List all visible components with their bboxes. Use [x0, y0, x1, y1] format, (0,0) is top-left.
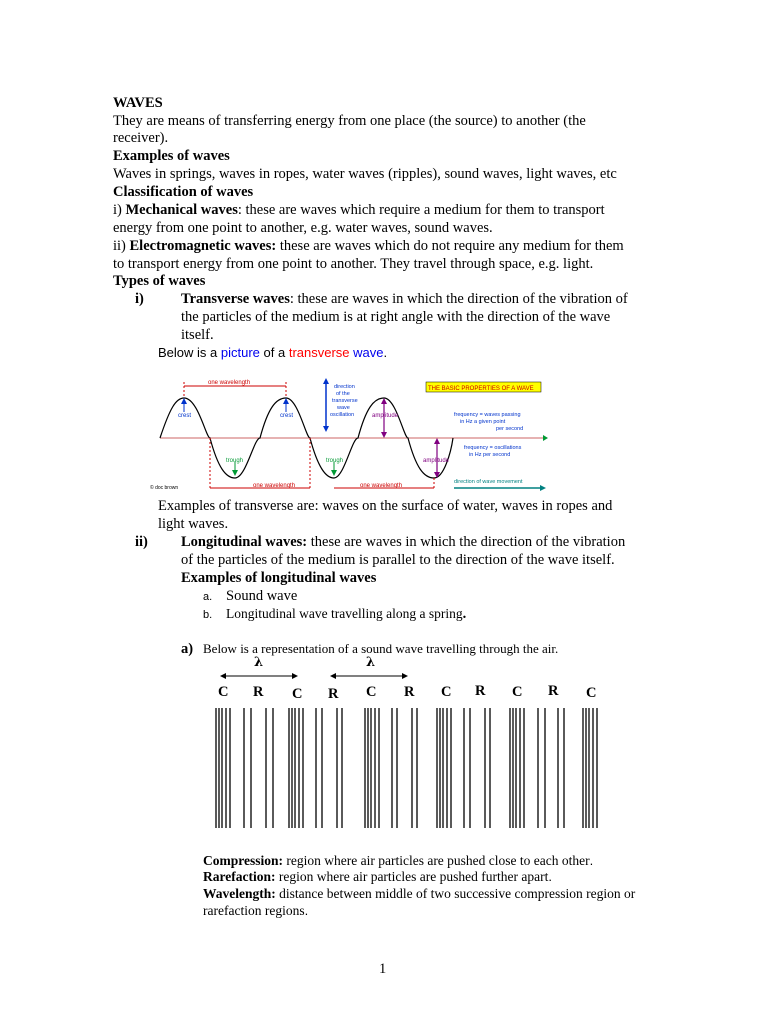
compression-label: C — [366, 684, 377, 700]
classification-heading: Classification of waves — [113, 184, 254, 200]
transverse-caption — [158, 344, 387, 362]
frequency-waves-label — [454, 412, 523, 432]
crest-label-2: crest — [280, 413, 294, 419]
list-marker: b. — [203, 609, 213, 621]
longitudinal-examples-heading: Examples of longitudinal waves — [181, 570, 377, 586]
one-wavelength-bottom-label-2: one wavelength — [360, 483, 403, 489]
oscillation-arrowhead-up — [323, 378, 329, 384]
definition-text: region where air particles are pushed further apart — [275, 869, 549, 884]
transverse-cont-2: itself. — [181, 327, 214, 343]
sound-end: . — [554, 641, 559, 656]
trough-arrowhead — [331, 470, 337, 476]
types-heading: Types of waves — [113, 273, 206, 289]
amplitude-label-2: amplitude — [423, 458, 450, 464]
list-item-a — [203, 587, 297, 606]
mechanical-prefix: i) — [113, 202, 126, 218]
transverse-line — [181, 290, 628, 308]
caption-link-wave: wave — [353, 345, 384, 360]
compression-label: C — [586, 685, 597, 701]
rarefaction-label: R — [253, 684, 264, 700]
list-text: Sound wave — [226, 588, 298, 604]
list-item-b — [203, 605, 466, 624]
amplitude-label-1: amplitude — [372, 413, 399, 419]
examples-heading: Examples of waves — [113, 148, 230, 164]
trough-arrowhead — [232, 470, 238, 476]
trough-label-2: trough — [326, 458, 344, 464]
amplitude-arrowhead — [434, 438, 440, 444]
intro-line-2: receiver). — [113, 130, 169, 146]
mechanical-text: : these are waves which require a medium for them to transport — [237, 202, 605, 218]
rarefaction-label: R — [404, 684, 415, 700]
list-end: . — [462, 606, 467, 622]
trough-label-1: trough — [226, 458, 244, 464]
caption-part: of a — [259, 345, 289, 360]
electromagnetic-cont: to transport energy from one point to another. They travel through space, e.g. light. — [113, 256, 594, 272]
transverse-text: : these are waves in which the direction of the vibration of — [289, 291, 628, 307]
direction-label-line: of the — [336, 391, 350, 397]
compression-label: C — [512, 684, 523, 700]
lambda-arrowhead — [292, 673, 298, 679]
transverse-wave-diagram — [148, 372, 548, 494]
sound-wave-diagram — [200, 652, 620, 832]
frequency-line: frequency = waves passing — [454, 412, 521, 418]
lambda-arrowhead — [330, 673, 336, 679]
transverse-term: Transverse waves — [181, 291, 290, 307]
mechanical-line — [113, 201, 605, 219]
definition-end: . — [548, 869, 552, 884]
intro-line-1: They are means of transferring energy from one place (the source) to another (the — [113, 113, 586, 129]
definition-wavelength — [203, 885, 635, 903]
electromagnetic-line — [113, 237, 624, 255]
copyright-label: © doc brown — [150, 485, 179, 491]
definition-rarefaction — [203, 868, 552, 886]
frequency-line: frequency = oscillations — [464, 445, 522, 451]
caption-part: Below is a — [158, 345, 221, 360]
list-text: Longitudinal wave travelling along a spring — [226, 606, 463, 621]
axis-arrow — [543, 435, 548, 441]
mechanical-cont: energy from one point to another, e.g. water waves, sound waves. — [113, 220, 493, 236]
compression-rarefaction-lines — [216, 708, 597, 828]
direction-label — [330, 384, 359, 418]
longitudinal-term: Longitudinal waves: — [181, 534, 308, 550]
frequency-line: in Hz a given point — [460, 419, 506, 425]
crest-label-1: crest — [178, 413, 192, 419]
direction-label-line: oscillation — [330, 412, 355, 418]
caption-link-picture: picture — [220, 345, 260, 360]
direction-label-line: wave — [337, 405, 350, 411]
definition-end: . — [304, 903, 309, 918]
electromagnetic-text: these are waves which do not require any medium for them — [276, 238, 624, 254]
frequency-oscillations-label — [464, 445, 523, 458]
rarefaction-label: R — [328, 686, 339, 702]
definition-wavelength-cont — [203, 902, 308, 920]
definition-text: distance between middle of two successive compression region or — [275, 886, 636, 901]
lambda-arrowhead — [220, 673, 226, 679]
direction-movement-label: direction of wave movement — [454, 479, 523, 485]
page-number: 1 — [379, 961, 387, 977]
direction-movement-arrowhead — [540, 485, 546, 491]
electromagnetic-term: Electromagnetic waves: — [129, 238, 277, 254]
definition-term: Rarefaction: — [203, 869, 276, 884]
compression-label: C — [441, 684, 452, 700]
transverse-number: i) — [135, 291, 144, 307]
longitudinal-cont: of the particles of the medium is parallel to the direction of the wave itself. — [181, 552, 615, 568]
frequency-line: in Hz per second — [469, 452, 511, 458]
definition-text: rarefaction regions — [203, 903, 305, 918]
lambda-label-1: λ — [254, 655, 264, 670]
sound-text: Below is a representation of a sound wave travelling through the air — [203, 641, 555, 656]
frequency-line: per second — [496, 426, 524, 432]
definition-term: Compression: — [203, 853, 284, 868]
transverse-cont-1: the particles of the medium is at right angle with the direction of the wave — [181, 309, 611, 325]
list-marker: a. — [203, 591, 213, 603]
definition-text: region where air particles are pushed close to each other — [283, 853, 590, 868]
compression-label: C — [292, 686, 303, 702]
direction-label-line: transverse — [332, 398, 358, 404]
mechanical-term: Mechanical waves — [125, 202, 238, 218]
direction-label-line: direction — [334, 384, 355, 390]
examples-text: Waves in springs, waves in ropes, water waves (ripples), sound waves, light waves, etc — [113, 166, 617, 182]
electromagnetic-prefix: ii) — [113, 238, 130, 254]
page-title: WAVES — [113, 95, 163, 111]
compression-label: C — [218, 684, 229, 700]
basic-properties-label: THE BASIC PROPERTIES OF A WAVE — [428, 386, 534, 392]
caption-link-transverse: transverse — [288, 345, 350, 360]
amplitude-arrowhead — [381, 432, 387, 438]
sound-marker: a) — [181, 641, 194, 657]
one-wavelength-bottom-label-1: one wavelength — [253, 483, 296, 489]
longitudinal-number: ii) — [135, 534, 148, 550]
lambda-arrowhead — [402, 673, 408, 679]
definition-end: . — [589, 853, 594, 868]
transverse-examples-1: Examples of transverse are: waves on the surface of water, waves in ropes and — [158, 498, 613, 514]
one-wavelength-top-label: one wavelength — [208, 380, 251, 386]
lambda-label-2: λ — [366, 655, 376, 670]
longitudinal-text: these are waves in which the direction of the vibration — [307, 534, 626, 550]
longitudinal-line — [181, 533, 625, 551]
rarefaction-label: R — [548, 683, 559, 699]
caption-part: . — [383, 345, 388, 360]
rarefaction-label: R — [475, 683, 486, 699]
definition-term: Wavelength: — [203, 886, 276, 901]
transverse-examples-2: light waves. — [158, 516, 229, 532]
oscillation-arrowhead-down — [323, 426, 329, 432]
